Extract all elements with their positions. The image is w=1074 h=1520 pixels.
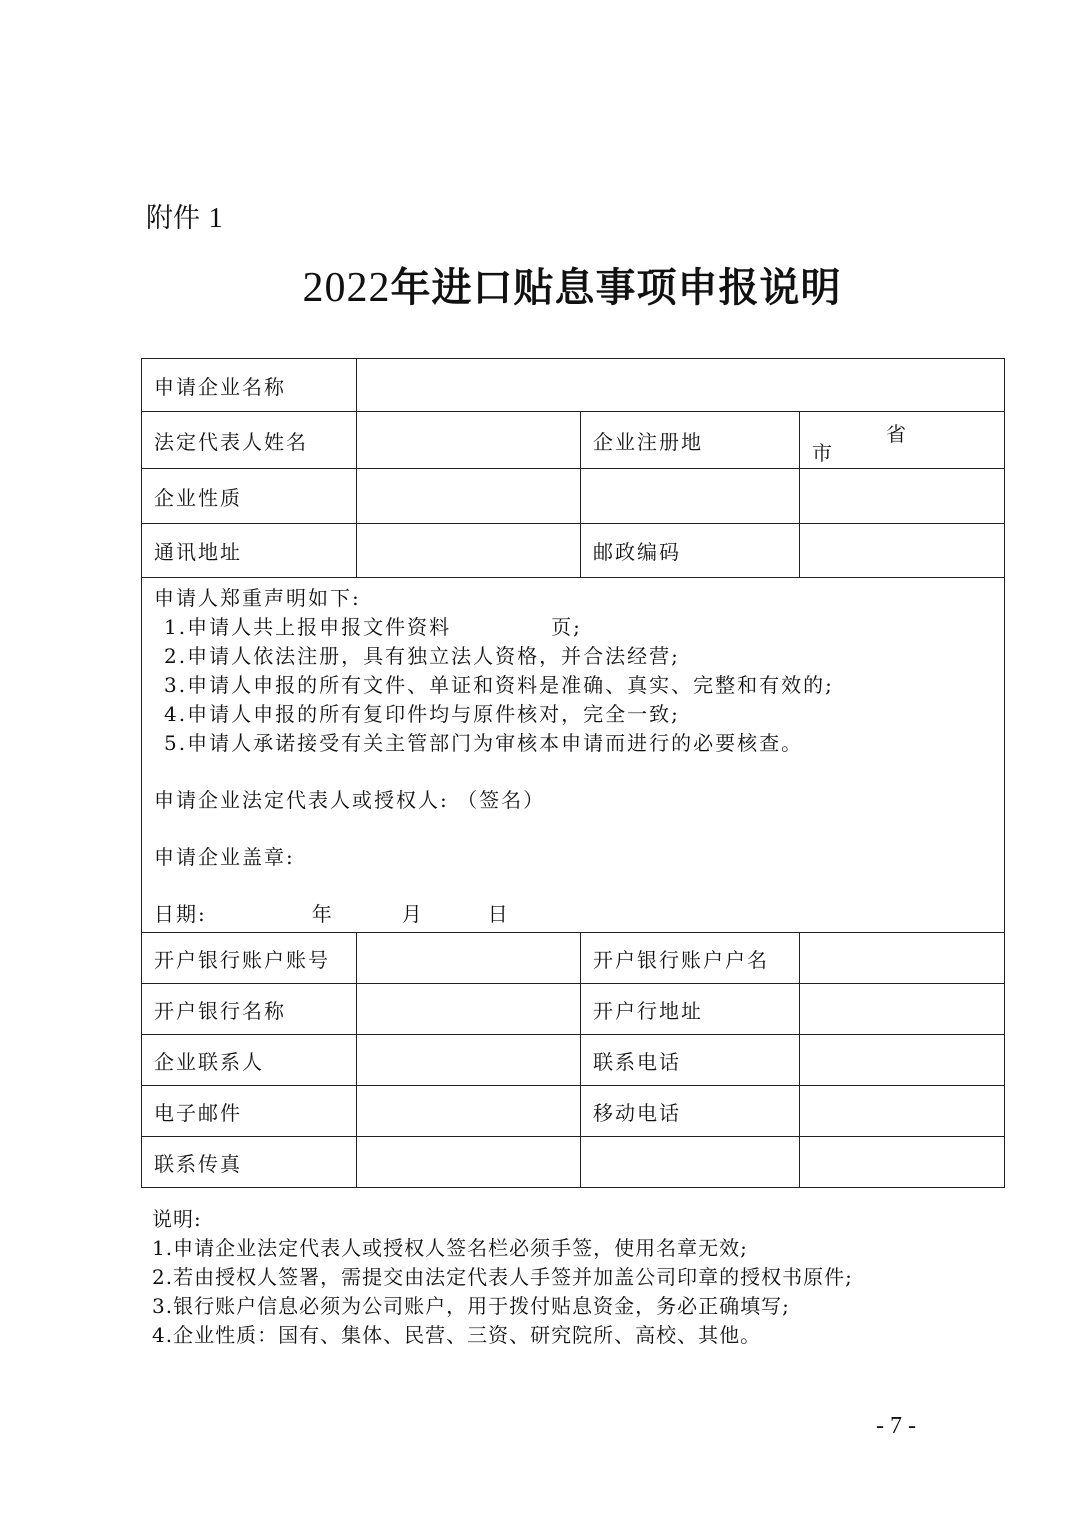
- notes-section: [152, 1205, 853, 1350]
- form-row-address: [142, 524, 1005, 578]
- form-row-contact: [142, 1035, 1005, 1086]
- legal-rep-label: 法定代表人姓名: [142, 412, 357, 469]
- date-month: 月: [401, 902, 424, 926]
- form-row-legal-rep: [142, 412, 1005, 469]
- fax-extra-field-2[interactable]: [800, 1137, 1005, 1188]
- postcode-label: 邮政编码: [581, 524, 800, 578]
- province-suffix: 省: [886, 422, 909, 446]
- form-row-nature: [142, 469, 1005, 524]
- company-name-field[interactable]: [357, 359, 1005, 412]
- form-row-email: [142, 1086, 1005, 1137]
- bank-account-name-field[interactable]: [800, 933, 1005, 984]
- date-line: [154, 900, 1004, 929]
- company-name-label: 申请企业名称: [142, 359, 357, 412]
- attachment-text: 附件: [146, 203, 200, 234]
- application-form: [141, 358, 1005, 1188]
- fax-label: 联系传真: [142, 1137, 357, 1188]
- contact-person-field[interactable]: [357, 1035, 581, 1086]
- nature-label: 企业性质: [142, 469, 357, 524]
- bank-address-label: 开户行地址: [581, 984, 800, 1035]
- bank-account-no-label: 开户银行账户账号: [142, 933, 357, 984]
- declaration-item-1: [154, 613, 1004, 642]
- declaration-item-4: 4.申请人申报的所有复印件均与原件核对，完全一致;: [164, 702, 680, 726]
- attachment-number: 1: [208, 203, 223, 234]
- address-field[interactable]: [357, 524, 581, 578]
- bank-account-name-label: 开户银行账户户名: [581, 933, 800, 984]
- note-1: 1.申请企业法定代表人或授权人签名栏必须手签，使用名章无效;: [152, 1236, 748, 1260]
- bank-name-field[interactable]: [357, 984, 581, 1035]
- title-year: 2022: [302, 265, 391, 311]
- fax-field[interactable]: [357, 1137, 581, 1188]
- form-row-fax: [142, 1137, 1005, 1188]
- form-row-company-name: [142, 359, 1005, 412]
- declaration-intro: 申请人郑重声明如下:: [154, 586, 361, 610]
- bank-account-no-field[interactable]: [357, 933, 581, 984]
- note-4: 4.企业性质：国有、集体、民营、三资、研究院所、高校、其他。: [152, 1323, 762, 1347]
- mobile-field[interactable]: [800, 1086, 1005, 1137]
- city-suffix: 市: [812, 441, 834, 465]
- notes-heading: 说明:: [152, 1207, 202, 1231]
- address-label: 通讯地址: [142, 524, 357, 578]
- declaration-item-2: 2.申请人依法注册，具有独立法人资格，并合法经营;: [164, 644, 680, 668]
- declaration-item-3: 3.申请人申报的所有文件、单证和资料是准确、真实、完整和有效的;: [164, 673, 834, 697]
- fax-extra-field[interactable]: [581, 1137, 800, 1188]
- declaration-item-5: 5.申请人承诺接受有关主管部门为审核本申请而进行的必要核查。: [164, 731, 804, 755]
- note-3: 3.银行账户信息必须为公司账户，用于拨付贴息资金，务必正确填写;: [152, 1294, 790, 1318]
- contact-phone-field[interactable]: [800, 1035, 1005, 1086]
- attachment-label: [146, 196, 223, 235]
- nature-field[interactable]: [357, 469, 581, 524]
- nature-extra-field[interactable]: [581, 469, 800, 524]
- contact-phone-label: 联系电话: [581, 1035, 800, 1086]
- date-day: 日: [487, 902, 510, 926]
- declaration-item-1-suffix: 页;: [551, 615, 582, 639]
- contact-person-label: 企业联系人: [142, 1035, 357, 1086]
- date-label: 日期:: [154, 902, 207, 926]
- signature-line: 申请企业法定代表人或授权人: （签名）: [154, 788, 546, 812]
- title-text: 年进口贴息事项申报说明: [390, 265, 842, 311]
- nature-extra-field-2[interactable]: [800, 469, 1005, 524]
- page-number: - 7 -: [876, 1413, 916, 1439]
- form-row-bank-account: [142, 933, 1005, 984]
- date-year: 年: [311, 902, 334, 926]
- page-title: [0, 256, 1074, 313]
- bank-name-label: 开户银行名称: [142, 984, 357, 1035]
- legal-rep-field[interactable]: [357, 412, 581, 469]
- declaration-cell: [142, 578, 1005, 933]
- seal-line: 申请企业盖章:: [154, 845, 295, 869]
- postcode-field[interactable]: [800, 524, 1005, 578]
- bank-address-field[interactable]: [800, 984, 1005, 1035]
- declaration-item-1-text: 1.申请人共上报申报文件资料: [164, 615, 452, 639]
- email-label: 电子邮件: [142, 1086, 357, 1137]
- form-row-bank-name: [142, 984, 1005, 1035]
- email-field[interactable]: [357, 1086, 581, 1137]
- reg-place-field[interactable]: [800, 412, 1005, 469]
- mobile-label: 移动电话: [581, 1086, 800, 1137]
- note-2: 2.若由授权人签署，需提交由法定代表人手签并加盖公司印章的授权书原件;: [152, 1265, 853, 1289]
- form-row-declaration: [142, 578, 1005, 933]
- reg-place-label: 企业注册地: [581, 412, 800, 469]
